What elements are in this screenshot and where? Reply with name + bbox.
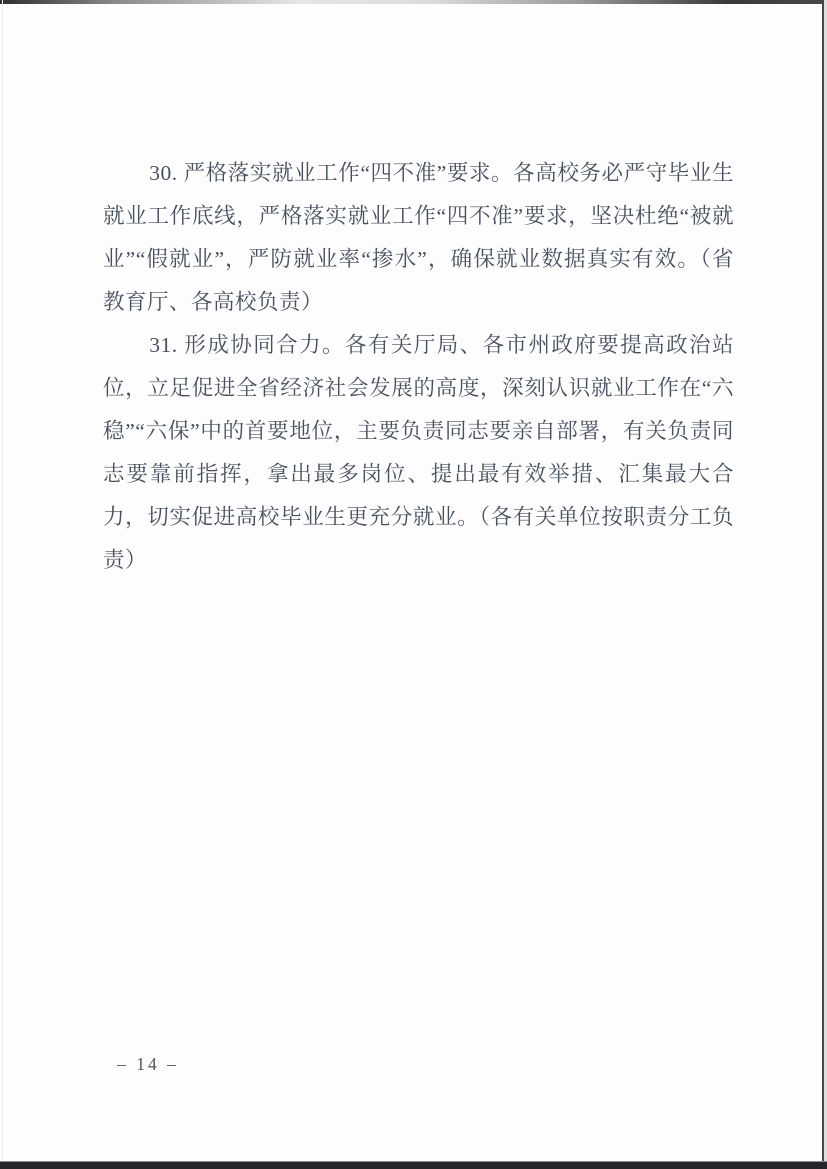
paragraph-item-31: 31. 形成协同合力。各有关厅局、各市州政府要提高政治站位，立足促进全省经济社会发展的高度，深刻认识就业工作在“六稳”“六保”中的首要地位，主要负责同志要亲自部署，有关负责同志要靠前指挥，拿出最多岗位、提出最有效举措、汇集最大合力，切实促进高校毕业生更充分就业。（各有关单位按职责分工负责） xyxy=(103,333,734,572)
paragraph-item-30: 30. 严格落实就业工作“四不准”要求。各高校务必严守毕业生就业工作底线，严格落实就业工作“四不准”要求，坚决杜绝“被就业”“假就业”，严防就业率“掺水”，确保就业数据真实有效。（省教育厅、各高校负责） xyxy=(103,161,734,314)
scan-edge-bottom xyxy=(0,1161,827,1169)
document-body xyxy=(103,152,734,582)
scan-edge-right-line xyxy=(822,0,824,1169)
scan-edge-top xyxy=(0,0,827,4)
scan-edge-left xyxy=(2,0,3,1169)
page-number: – 14 – xyxy=(117,1054,179,1074)
